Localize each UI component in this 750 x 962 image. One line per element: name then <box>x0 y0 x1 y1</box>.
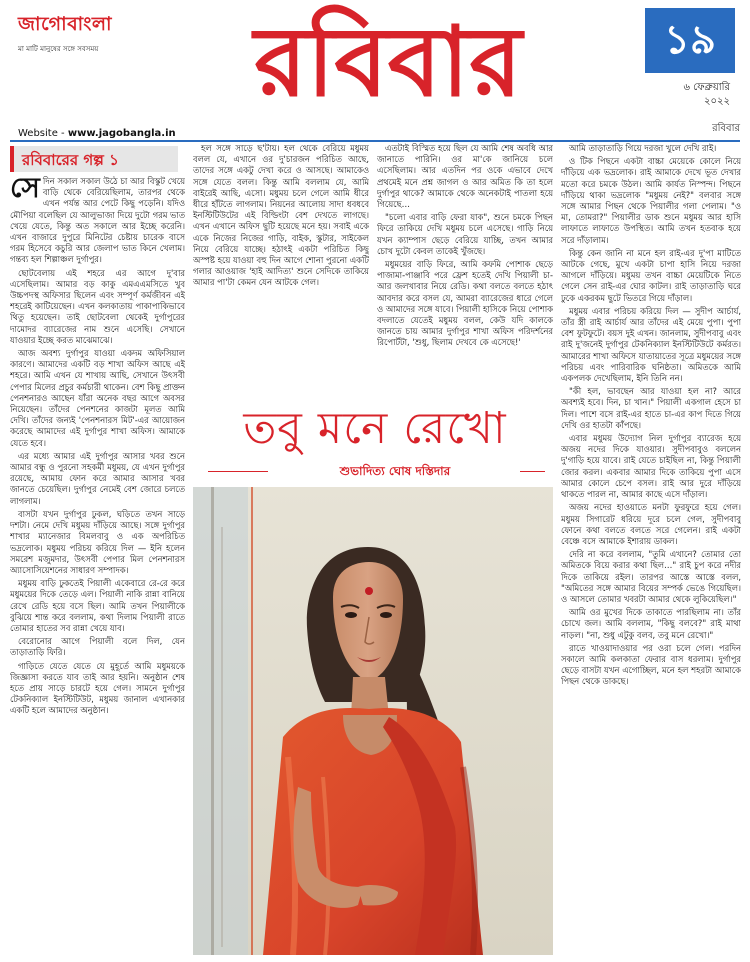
byline-rule-right <box>520 471 545 472</box>
story-paragraph: হল সঙ্গে সাড়ে ছ'টায়। হল থেকে বেরিয়ে মধুময় বলল যে, এখানে ওর দু'চারজন পরিচিত আছে, তাদের সঙ্গে একটু দেখা করে ও আসছে। আমাকেও সঙ্গে যেতে বলল। কিন্তু আমি বললাম যে, আমি বাইরেই আছি, এসো। মধুময় চলে গেলে আমি ধীরে ধীরে হাঁটতে লাগলাম। নিয়নের আলোয় সাদা ধবধবে ইনস্টিটিউটের এই বিল্ডিংটা বেশ দেখতে লাগছে। এখন এখানে অফিস ছুটি হয়েছে মনে হয়। সবাই একে একে নিজের নিজের গাড়ি, বাইক, স্কুটার, সাইকেল নিয়ে বেরিয়ে যাচ্ছে। হঠাৎই একটা পরিচিত কিছু অস্পষ্ট হয়ে যাওয়া বহু দিন আগে শোনা পুরনো একটি গলার আওয়াজ 'হাই আদিত্য' শুনে সেদিকে তাকিয়ে আমার পা'টা কেমন যেন আটকে গেল। <box>193 143 369 288</box>
story-paragraph: দেরি না করে বললাম, "তুমি এখানে? তোমার তো অমিতকে বিয়ে করার কথা ছিল…" রাই চুপ করে নদীর দিকে তাকিয়ে রইল। তারপর আস্তে আস্তে বলল, "অমিতের সঙ্গে আমার বিয়ের সম্পর্ক ভেঙে গিয়েছিল। ও আসলে তোমার খবরটা আমার থেকে লুকিয়েছিল।" <box>561 549 741 604</box>
story-paragraph: অজয় নদের হাওয়াতে মনটা ফুরফুরে হয়ে গেল। মধুময় সিগারেট ধরিয়ে দূরে চলে গেল, সুদীপবাবু ফোনে কথা বলতে বলতে সরে গেলেন। রাই একটা বেঞ্চে বসে আমাকে ইশারায় ডাকল। <box>561 502 741 546</box>
drop-cap: সে <box>10 171 40 204</box>
logo-text: জাগোবাংলা <box>18 13 113 35</box>
story-illustration <box>193 487 553 955</box>
story-column-3 <box>377 143 553 383</box>
story-paragraph: রাতে খাওয়াদাওয়ার পর ওরা চলে গেল। পরদিন সকালে আমি কলকাতা ফেরার বাস ধরলাম। দুর্গাপুর ছেড়ে বাসটা যখন এগোচ্ছিল, মনে হল শহরটা আমাকে পিছন থেকে ডাকছে। <box>561 642 741 687</box>
story-paragraph: মধুময় এবার পরিচয় করিয়ে দিল — সুদীপ আর্চার্য, তাঁর স্ত্রী রাই আর্চার্য আর তাঁদের এই মেয়ে পুপা। পুপা বেশ ফুটফুটে। বয়স দুই এখন। জানলাম, সুদীপবাবু এবং রাই দু'জনেই দুর্গাপুর টেকনিক্যাল ইনস্টিটিউটে কর্মরত। আমারের শাখা অফিসে যাতায়াতের সূত্রে মধুময়ের সঙ্গে পরিচয় এবং পারিবারিক ঘনিষ্ঠতা। অমিতকে আমি একপলক দেখেছিলাম, ইনি তিনি নন। <box>561 305 741 384</box>
byline-rule-left <box>208 471 268 472</box>
masthead <box>0 0 750 139</box>
story-paragraph: এর মধ্যে আমার এই দুর্গাপুর আসার খবর শুনে আমার বন্ধু ও পুরনো সহকর্মী মধুময়, যে এখন দুর্গাপুর রয়েছে, আমায় ফোন করে আমার আসার খবর জানতে চেয়েছিল। দুর্গাপুর নেমেই বেশ জোরে চলতে লাগলাম। <box>10 450 185 506</box>
story-paragraph: ও টিক পিছনে একটা বাচ্চা মেয়েকে কোলে নিয়ে দাঁড়িয়ে এক ভদ্রলোক। রাই আমাকে দেখে ভূত দেখার মতো করে চমকে উঠল। আমি কার্যত নিস্পন্দ। পিছনে দাঁড়িয়ে থাকা ভদ্রলোক "মধুময় নেই?" বলবার সঙ্গে সঙ্গে আমার পিছন থেকে পিয়ালীর গলা পেলাম। "ও মা, তোমরা?" পিয়ালীর ডাক শুনে মধুময় আর হাসি লাফাতে লাফাতে উপস্থিত। আমি তখন হতবাক হয়ে সরে দাঁড়ালাম। <box>561 156 741 245</box>
story-column-1 <box>10 158 185 953</box>
story-column-4 <box>561 143 741 953</box>
website-label: Website - <box>18 128 68 139</box>
story-paragraph: আমি ওর মুখের দিকে তাকাতে পারছিলাম না। তাঁর চোখে জল। আমি বললাম, "কিছু বলবে?" রাই মাথা নাড়ল। "না, শুধু এটুকু বলব, তবু মনে রেখো।" <box>561 607 741 640</box>
story-column-4-body <box>561 143 741 688</box>
story-paragraph: "কী হল, ভাবছেন আর যাওয়া হল না? আরে অবশ্যই হবে। দিন, চা খান।" পিয়ালী একগাল হেসে চা দিল। পাশে বসে রাই-এর হাতে চা-এর কাপ দিতে গিয়ে দেখি ওর হাতটা কাঁপছে। <box>561 386 741 430</box>
issue-number: ১৯ <box>645 8 735 73</box>
jagobangla-logo[interactable] <box>18 10 168 53</box>
story-column-2 <box>193 143 369 383</box>
story-paragraph: এবার মধুময় উদ্যোগ নিল দুর্গাপুর ব্যারেজ হয়ে অজয় নদের দিকে যাওয়ার। সুদীপবাবুও বললেন দু'গাড়ি হয়ে যাবে। রাই যেতে চাইছিল না, কিন্তু পিয়ালী জোর করল। একবার আমার দিকে তাকিয়ে পুপা এসে আমার কোলে চেপে বসল। রাই আর দুরে দাঁড়িয়ে থাকতে পারল না, আমার কাছে এসে দাঁড়াল। <box>561 433 741 500</box>
story-paragraph: ছোটবেলায় এই শহরে এর আগে দু'বার এসেছিলাম। আমার বড় কাকু এমএএমসিতে খুব উচ্চপদস্থ অফিসার ছিলেন এবং সম্পূর্ণ কর্মজীবন এই শহরেই কাটিয়েছেন। এখন কলকাতায় পাকাপাকিভাবে থিতু হয়েছেন। তাই ছোটবেলা থেকেই দুর্গাপুরের দামোদর ব্যারেজের নাম শুনে এসেছি। সেখানে যাওয়ার ইচ্ছে করত মাঝেমাঝে। <box>10 267 185 345</box>
story-paragraph: এতটাই বিস্মিত হয়ে ছিল যে আমি শেষ অবধি আর জানাতে পারিনি। ওর মা'কে জানিয়ে চলে এসেছিলাম। আর এতদিন পর ওকে এভাবে দেখে প্রথমেই মনে প্রশ্ন জাগল ও আর অমিত কি তা হলে দুর্গাপুর থাকে? আমাকে থেকে অনেকটাই পাতলা হয়ে গিয়েছে… <box>377 143 553 210</box>
story-paragraph: কিন্তু কেন জানি না মনে হল রাই-এর দু'পা মাটিতে আটকে গেছে, মুখে একটা চাপা হাসি নিয়ে দরজা আগলে দাঁড়িয়ে। মধুময় তখন বাচ্চা মেয়েটিকে নিতে গেলে সেন রাই-এর ঘোর কাটল। রাই তাড়াতাড়ি ঘরে ঢুকে একরকম ছুটে ভিতরে গিয়ে দাঁড়াল। <box>561 247 741 303</box>
website-link[interactable]: www.jagobangla.in <box>67 128 176 139</box>
story-column-3-body <box>377 143 553 349</box>
story-paragraph: "চলো এবার বাড়ি ফেরা যাক", শুনে চমকে পিছন ফিরে তাকিয়ে দেখি মধুময় চলে এসেছে। গাড়ি নিয়ে যখন ক্যাম্পাস ছেড়ে বেরিয়ে যাচ্ছি, তখন আমার চোখ দুটো কেবল তাকেই খুঁজছে। <box>377 212 553 256</box>
story-column-1-body <box>10 171 185 717</box>
story-paragraph: দিন সকাল সকাল উঠে চা আর বিস্কুট খেয়ে বাড়ি থেকে বেরিয়েছিলাম, তারপর থেকে এখন পর্যন্ত আর পেটে কিছু পড়েনি। যদিও মৌপিয়া বলেছিল যে আলুভাজা দিয়ে দুটো গরম ভাত খেয়ে যেতে, কিন্তু অত সকালে আর ইচ্ছে করেনি। এখন বাজারে দুপুরে মিনিটের চেষ্টায় চারেক বাসে গরম হিসেবে কচুরি আর জেলাপ ভাত কিনে খেলাম। গন্তব্য হল শিল্পাঞ্চল দুর্গাপুর। <box>10 176 185 265</box>
issue-date-year: ২০২২ <box>703 96 730 107</box>
woman-portrait-painting <box>193 487 553 955</box>
story-headline: তবু মনে রেখো <box>243 403 507 454</box>
issue-day: রবিবার <box>712 123 740 134</box>
issue-date <box>640 81 740 109</box>
story-paragraph: বাসটা যখন দুর্গাপুর ঢুকল, ঘড়িতে তখন সাড়ে দশটা। নেমে দেখি মধুময় দাঁড়িয়ে আছে। সঙ্গে দুর্গাপুর শাখার ম্যানেজার বিমলবাবু ও এক অপরিচিত ভদ্রলোক। মধুময় পরিচয় করিয়ে দিল — ইনি হলেন সমরেশ মজুমদার, উৎসবী পেপার মিল পেনশনারস অ্যাসোসিয়েশনের সাধারণ সম্পাদক। <box>10 508 185 575</box>
story-paragraph: আজ অবশ্য দুর্গাপুর যাওয়া একদম অফিসিয়াল কারণে। আমাদের একটি বড় শাখা অফিস আছে এই শহরে। আমি এখন যে শাখায় আছি, সেখানে উৎসবী পেপার মিলের প্রচুর কর্মচারী থাকেন। বেশ কিছু প্রাক্তন পেনশনারও আছেন যাঁরা অনেক বছর আগে অবসর নিয়েছেন। তাঁদের পেনশনের কাজটা মূলত আমি দেখি। তাঁদের জন্যই 'পেনশনারস মিট'-এর আয়োজন করেছে আমাদের এই দুর্গাপুর শাখা অফিস। আমাকে যেতে হবে। <box>10 348 185 448</box>
story-paragraph: গাড়িতে যেতে যেতে যে মুহূর্তে আমি মধুময়কে জিজ্ঞাসা করতে যাব তাই আর হয়নি। অনুষ্ঠান শেষ হতে প্রায় সাড়ে চারটে হয়ে গেল। সামনে দুর্গাপুর টেকনিক্যাল ইনস্টিটিউট, মধুময় জানাল এখানকার একটি হলে আমাদের অনুষ্ঠান। <box>10 660 185 716</box>
masthead-title: রবিবার <box>254 5 522 118</box>
story-column-2-body <box>193 143 369 289</box>
logo-tagline: মা মাটি মানুষের সঙ্গে সবসময় <box>18 45 99 53</box>
section-label: রবিবারের গল্প ১ <box>22 151 119 169</box>
story-byline: শুভাদিত্য ঘোষ দস্তিদার <box>339 464 451 478</box>
issue-date-day-month: ৬ ফেব্রুয়ারি <box>683 82 730 93</box>
masthead-divider <box>10 140 740 142</box>
story-paragraph: বেরোনোর আগে পিয়ালী বলে দিল, যেন তাড়াতাড়ি ফিরি। <box>10 636 185 658</box>
website-line <box>18 128 176 139</box>
story-paragraph: মধুময়ের বাড়ি ফিরে, আমি কফমি পোশাক ছেড়ে পাজামা-পাঞ্জাবি পরে ফ্রেশ হতেই দেখি পিয়ালী চা-আর জলখাবার নিয়ে রেডি। কথা বলতে বলতে হঠাৎ আবদার করে বসল যে, আমরা ব্যারেজের ধারে গেলে ও আমাদের সঙ্গে যাবে। পিয়ালী হাসিকে নিয়ে পোশাক বদলাতে যেতেই মধুময় বলল, কেউ যদি কালকে জানতে চায় আমার দুর্গাপুর শাখা অফিস পরিদর্শনের রিপোর্টটা, 'শুধু, ছিলাম দেখবে কে এসেছে!' <box>377 259 553 348</box>
story-paragraph: আমি তাড়াতাড়ি গিয়ে দরজা খুলে দেখি রাই। <box>569 143 717 153</box>
story-paragraph: মধুময় বাড়ি ঢুকতেই পিয়ালী একেবারে রে-রে করে মধুময়ের দিকে তেড়ে এল। পিয়ালী নাকি রান্না বানিয়ে রেখে রেডি হয়ে বসে ছিল। আমি তখন পিয়ালীকে বুঝিয়ে শান্ত করে বললাম, কথা দিলাম পিয়ালী রাতে তোমার হাতের সব রান্না খেয়ে যাব। <box>10 578 185 633</box>
